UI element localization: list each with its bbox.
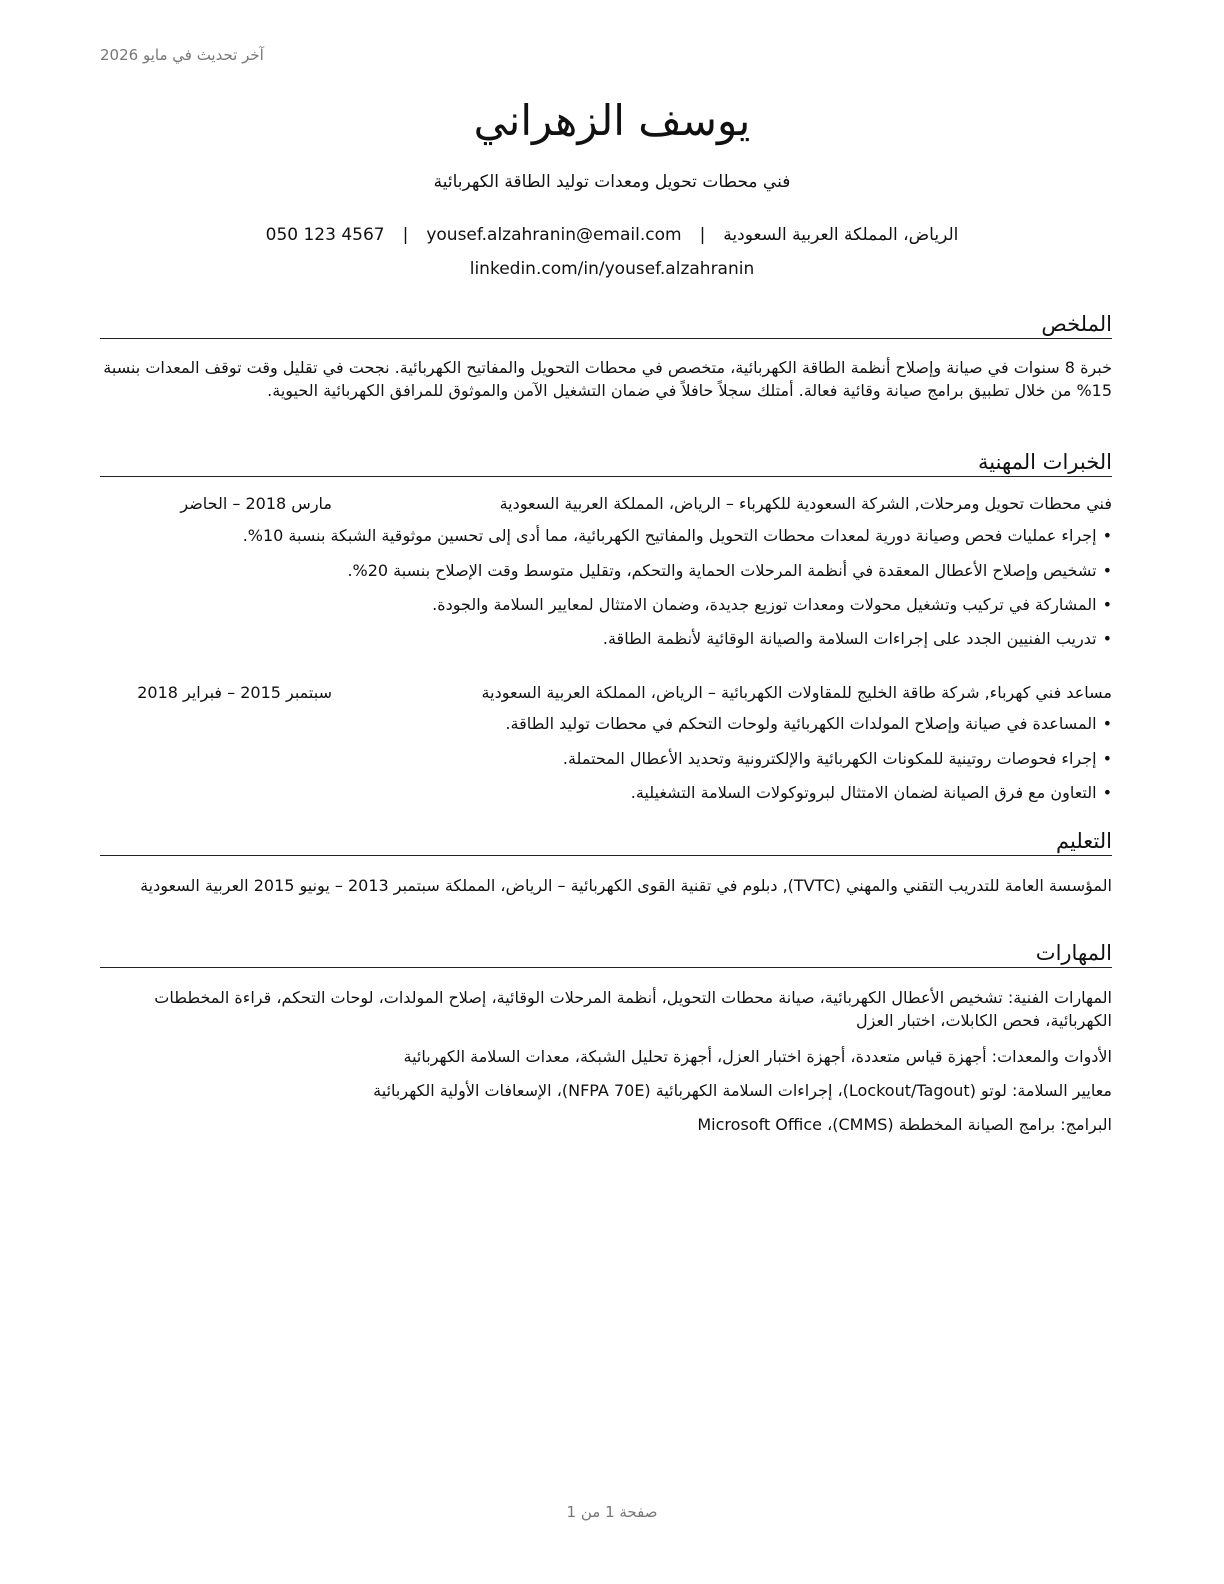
bullet-dot-icon: • xyxy=(1102,783,1112,802)
contact-email[interactable]: yousef.alzahranin@email.com xyxy=(426,225,682,245)
job-bullet xyxy=(60,783,1112,802)
contact-linkedin[interactable]: linkedin.com/in/yousef.alzahranin xyxy=(469,259,755,279)
contact-location: الرياض، المملكة العربية السعودية xyxy=(723,225,959,245)
job-bullet-text: إجراء فحوصات روتينية للمكونات الكهربائية والإلكترونية وتحديد الأعطال المحتملة. xyxy=(562,749,1097,768)
job-dates: مارس 2018 – الحاضر xyxy=(180,494,332,513)
section-title-summary: الملخص xyxy=(100,312,1112,339)
contact-phone: 050 123 4567 xyxy=(265,225,385,245)
last-updated: آخر تحديث في مايو 2026 xyxy=(100,46,264,64)
job-bullet xyxy=(60,749,1112,768)
bullet-dot-icon: • xyxy=(1102,595,1112,614)
job-bullet-text: إجراء عمليات فحص وصيانة دورية لمعدات محطات التحويل والمفاتيح الكهربائية، مما أدى إلى تحسين موثوقية الشبكة بنسبة 10%. xyxy=(242,526,1097,545)
job-title: فني محطات تحويل ومرحلات, الشركة السعودية للكهرباء – الرياض، المملكة العربية السعودية xyxy=(499,494,1112,513)
candidate-name: يوسف الزهراني xyxy=(473,96,751,145)
contact-line xyxy=(0,225,1224,245)
bullet-dot-icon: • xyxy=(1102,526,1112,545)
section-title-education: التعليم xyxy=(100,829,1112,856)
job-bullet-text: التعاون مع فرق الصيانة لضمان الامتثال لبروتوكولات السلامة التشغيلية. xyxy=(630,783,1097,802)
skills-line: البرامج: برامج الصيانة المخططة (CMMS)، Microsoft Office xyxy=(697,1115,1112,1134)
job-title: مساعد فني كهرباء, شركة طاقة الخليج للمقاولات الكهربائية – الرياض، المملكة العربية السعودية xyxy=(481,683,1112,702)
bullet-dot-icon: • xyxy=(1102,714,1112,733)
bullet-dot-icon: • xyxy=(1102,629,1112,648)
section-title-skills: المهارات xyxy=(100,941,1112,968)
job-bullet-text: تشخيص وإصلاح الأعطال المعقدة في أنظمة المرحلات الحماية والتحكم، وتقليل متوسط وقت الإصلاح بنسبة 20%. xyxy=(347,561,1097,580)
job-bullet-text: المشاركة في تركيب وتشغيل محولات ومعدات توزيع جديدة، وضمان الامتثال لمعايير السلامة والجودة. xyxy=(432,595,1097,614)
job-dates: سبتمبر 2015 – فبراير 2018 xyxy=(137,683,332,702)
skills-line: الأدوات والمعدات: أجهزة قياس متعددة، أجهزة اختبار العزل، أجهزة تحليل الشبكة، معدات السلامة الكهربائية xyxy=(403,1047,1112,1066)
summary-text: خبرة 8 سنوات في صيانة وإصلاح أنظمة الطاقة الكهربائية، متخصص في محطات التحويل والمفاتيح الكهربائية. نجحت في تقليل وقت توقف المعدات بنسبة 15% من خلال تطبيق برامج صيانة وقائية فعالة. أمتلك سجلاً حافلاً في ضمان التشغيل الآمن والموثوق للمرافق الكهربائية الحيوية. xyxy=(103,358,1112,400)
skills-line: المهارات الفنية: تشخيص الأعطال الكهربائية، صيانة محطات التحويل، أنظمة المرحلات الوقائية، إصلاح المولدات، لوحات التحكم، قراءة المخططات الكهربائية، فحص الكابلات، اختبار العزل xyxy=(154,988,1112,1030)
job-bullet xyxy=(60,561,1112,580)
job-header xyxy=(100,494,1112,518)
job-header xyxy=(100,683,1112,707)
job-bullet xyxy=(60,526,1112,545)
job-bullet-text: المساعدة في صيانة وإصلاح المولدات الكهربائية ولوحات التحكم في محطات توليد الطاقة. xyxy=(505,714,1097,733)
bullet-dot-icon: • xyxy=(1102,561,1112,580)
bullet-dot-icon: • xyxy=(1102,749,1112,768)
job-bullet xyxy=(60,595,1112,614)
job-bullet-text: تدريب الفنيين الجدد على إجراءات السلامة والصيانة الوقائية لأنظمة الطاقة. xyxy=(602,629,1097,648)
contact-separator: | xyxy=(402,225,409,245)
job-bullet xyxy=(60,714,1112,733)
contact-separator: | xyxy=(699,225,706,245)
job-bullet xyxy=(60,629,1112,648)
skills-line: معايير السلامة: لوتو (Lockout/Tagout)، إجراءات السلامة الكهربائية (NFPA 70E)، الإسعافات الأولية الكهربائية xyxy=(373,1081,1112,1100)
education-entry: المؤسسة العامة للتدريب التقني والمهني (TVTC), دبلوم في تقنية القوى الكهربائية – الرياض، المملكة سبتمبر 2013 – يونيو 2015 العربية السعودية xyxy=(140,876,1112,895)
candidate-headline: فني محطات تحويل ومعدات توليد الطاقة الكهربائية xyxy=(433,172,791,192)
section-title-experience: الخبرات المهنية xyxy=(100,450,1112,477)
page-number: صفحة 1 من 1 xyxy=(566,1503,658,1521)
